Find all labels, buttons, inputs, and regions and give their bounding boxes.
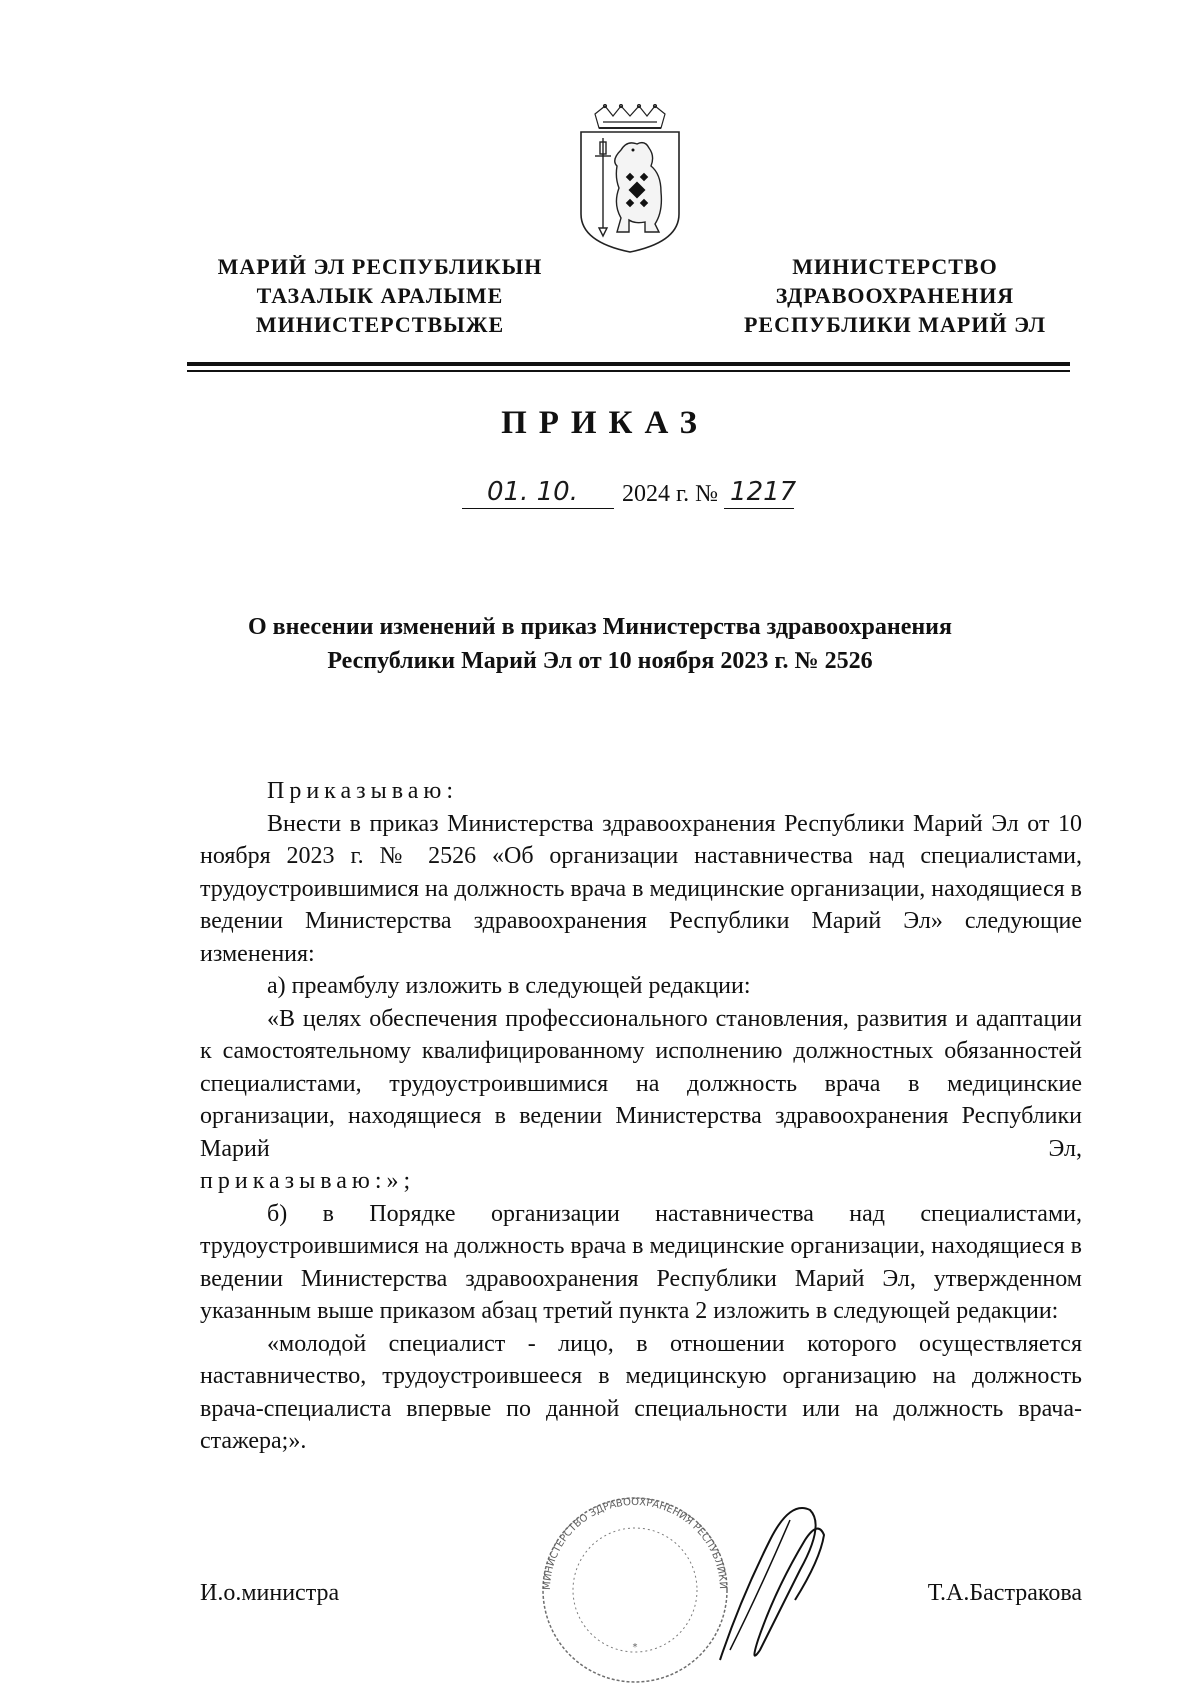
paragraph-a: а) преамбулу изложить в следующей редакции: <box>267 973 751 999</box>
stamp-star-icon: * <box>632 1642 638 1653</box>
header-right-line-2: ЗДРАВООХРАНЕНИЯ <box>775 283 1015 308</box>
paragraph-a-text: «В целях обеспечения профессионального становления, развития и адаптации к самостоятельному квалифицированному исполнению должностных обязанностей специалистами, трудоустроившимися на должность врача в медицинские организации, находящиеся в ведении Министерства здравоохранения Республики Марий Эл, <box>200 1005 1082 1162</box>
order-body <box>200 775 1082 1458</box>
paragraph-b: б) в Порядке организации наставничества над специалистами, трудоустроившимися на должность врача в медицинские организации, находящиеся в ведении Министерства здравоохранения Республики Марий Эл, утвержденном указанным выше приказом абзац третий пункта 2 изложить в следующей редакции: <box>200 1200 1082 1324</box>
subject-line-2: Республики Марий Эл от 10 ноября 2023 г. № 2526 <box>327 648 873 674</box>
stamp-text-path: МИНИСТЕРСТВО ЗДРАВООХРАНЕНИЯ РЕСПУБЛИКИ <box>541 1496 729 1591</box>
handwritten-signature <box>700 1480 840 1670</box>
header-left-line-1: МАРИЙ ЭЛ РЕСПУБЛИКЫН <box>217 254 543 279</box>
header-right-line-3: РЕСПУБЛИКИ МАРИЙ ЭЛ <box>743 312 1047 337</box>
header-right-russian <box>715 252 1075 339</box>
header-left-line-3: МИНИСТЕРСТВЫЖЕ <box>255 312 505 337</box>
signatory-title: И.о.министра <box>200 1580 340 1606</box>
date-field <box>462 477 614 509</box>
coat-of-arms-emblem <box>575 104 685 254</box>
paragraph-b-text: «молодой специалист - лицо, в отношении которого осуществляется наставничество, трудоустроившееся в медицинскую организацию на должность врача-специалиста впервые по данной специальности или на должность врача-стажера;». <box>200 1330 1082 1454</box>
header-right-line-1: МИНИСТЕРСТВО <box>792 254 998 279</box>
year-number-label: 2024 г. № <box>622 481 719 507</box>
order-lead: Приказываю: <box>267 778 458 804</box>
order-subject <box>0 610 1200 678</box>
paragraph-a-ending: приказываю:»; <box>200 1168 416 1194</box>
header-left-mari <box>185 252 575 339</box>
header-left-line-2: ТАЗАЛЫК АРАЛЫМЕ <box>256 283 504 308</box>
signatory-name: Т.А.Бастракова <box>927 1580 1082 1606</box>
handwritten-number: 1217 <box>730 477 797 507</box>
date-number-line <box>462 477 797 515</box>
header-divider-thick <box>187 362 1070 366</box>
paragraph-main: Внести в приказ Министерства здравоохранения Республики Марий Эл от 10 ноября 2023 г. № 2526 «Об организации наставничества над специалистами, трудоустроившимися на должность врача в медицинские организации, находящиеся в ведении Министерства здравоохранения Республики Марий Эл» следующие изменения: <box>200 810 1082 967</box>
document-title: ПРИКАЗ <box>501 405 709 441</box>
subject-line-1: О внесении изменений в приказ Министерства здравоохранения <box>247 614 952 640</box>
header-divider-thin <box>187 370 1070 372</box>
handwritten-date: 01. 10. <box>487 477 578 507</box>
number-field <box>724 477 797 509</box>
